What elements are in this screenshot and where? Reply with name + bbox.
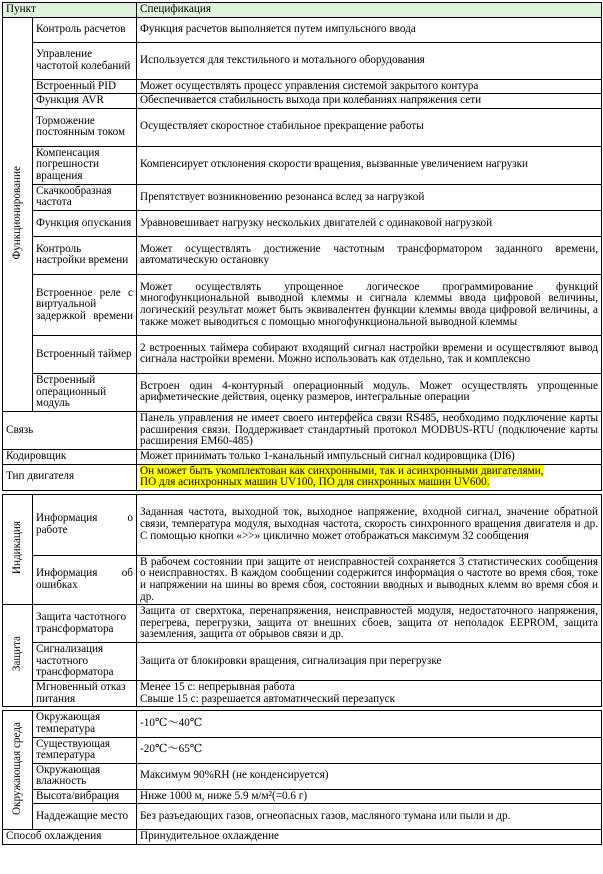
table-row (3, 335, 602, 373)
table-row (3, 643, 602, 681)
row-name: Связь (3, 411, 137, 449)
row-value-highlighted (137, 464, 602, 490)
group-label-prot: Защита (3, 605, 33, 707)
row-name: Компенсация погрешности вращения (33, 146, 137, 184)
row-value: Функция расчетов выполняется путем импульсного ввода (137, 17, 602, 42)
table-row-cooling (3, 830, 602, 845)
row-value (137, 681, 602, 707)
row-name: Контроль настройки времени (33, 236, 137, 274)
row-value: Принудительное охлаждение (137, 830, 602, 845)
table-row (3, 184, 602, 210)
table-row (3, 737, 602, 763)
row-value: Обеспечивается стабильность выхода при колебаниях напряжения сети (137, 94, 602, 109)
group-label-func: Функционирование (3, 17, 33, 411)
table-row (3, 789, 602, 804)
table-row-svyaz (3, 411, 602, 449)
table-row (3, 681, 602, 707)
row-name: Тип двигателя (3, 464, 137, 490)
row-name: Существующая температура (33, 737, 137, 763)
table-row (3, 804, 602, 830)
row-value: -20℃～65℃ (137, 737, 602, 763)
spec-sheet (2, 2, 601, 845)
row-value: Компенсирует отклонения скорости вращения, вызванные увеличением нагрузки (137, 146, 602, 184)
row-value: -10℃～40℃ (137, 711, 602, 737)
row-value: Встроен один 4-контурный операционный модуль. Может осуществлять упрощенные арифметические действия, оценку размеров, интегральные операции (137, 373, 602, 411)
row-value: Уравновешивает нагрузку нескольких двигателей с одинаковой нагрузкой (137, 210, 602, 236)
group-label-indic: Индикация (3, 494, 33, 604)
table-row (3, 236, 602, 274)
row-name: Функция опускания (33, 210, 137, 236)
row-name: Мгновенный отказ питания (33, 681, 137, 707)
table-row (3, 79, 602, 94)
row-value: Максимум 90%RH (не конденсируется) (137, 763, 602, 789)
row-name: Встроенный таймер (33, 335, 137, 373)
row-value: Может осуществлять процесс управления системой закрытого контура (137, 79, 602, 94)
table-header (3, 3, 602, 18)
row-value: Может осуществлять упрощенное логическое программирование функций многофункциональной выводной клеммы и сигнала клеммы ввода цифровой величины, логический результат может быть эквивалентен функции клеммы ввода цифровой величины, а также может выводиться с помощью многофункциональной выводной клеммы (137, 274, 602, 335)
motor-line-2: ПО для асинхронных машин UV100, ПО для синхронных машин UV600. (140, 476, 490, 489)
table-row (3, 210, 602, 236)
power-line-1: Менее 15 с: непрерывная работа (140, 681, 295, 694)
header-spec: Спецификация (137, 3, 602, 18)
table-row (3, 274, 602, 335)
table-row (3, 108, 602, 146)
motor-line-1: Он может быть укомплектован как синхронными, так и асинхронными двигателями, (140, 464, 544, 477)
row-value: Заданная частота, выходной ток, выходное напряжение, входной сигнал, значение обратной связи, температура модуля, выходная частота, скорость синхронного вращения двигателя и др. С помощью кнопки «>>» циклично может отображаться максимум 32 сообщения (137, 494, 602, 555)
row-name: Контроль расчетов (33, 17, 137, 42)
row-name: Управление частотой колебаний (33, 42, 137, 79)
row-name: Скачкообразная частота (33, 184, 137, 210)
header-item: Пункт (3, 3, 137, 18)
row-value: Ниже 1000 м, ниже 5.9 м/м²(=0.6 г) (137, 789, 602, 804)
table-row (3, 373, 602, 411)
table-row (3, 711, 602, 737)
row-name: Торможение постоянным током (33, 108, 137, 146)
row-name: Окружающая температура (33, 711, 137, 737)
row-value: Панель управления не имеет своего интерфейса связи RS485, необходимо подключение карты расширения связи. Поддерживает стандартный протокол MODBUS-RTU (подключение карты расширения EM60-485) (137, 411, 602, 449)
power-line-2: Свыше 15 с: разрешается автоматический перезапуск (140, 692, 396, 705)
table-row (3, 555, 602, 604)
table-row-koder (3, 449, 602, 464)
row-name: Встроенный операционный модуль (33, 373, 137, 411)
row-name: Окружающая влажность (33, 763, 137, 789)
table-row (3, 494, 602, 555)
row-value: Защита от блокировки вращения, сигнализация при перегрузке (137, 643, 602, 681)
table-row (3, 94, 602, 109)
table-row (3, 42, 602, 79)
row-value: Осуществляет скоростное стабильное прекращение работы (137, 108, 602, 146)
row-name: Наддежащие место (33, 804, 137, 830)
group-label-env: Окружающая среда (3, 711, 33, 830)
row-name: Функция AVR (33, 94, 137, 109)
row-value: Без разъедающих газов, огнеопасных газов, масляного тумана или пыли и др. (137, 804, 602, 830)
table-row (3, 17, 602, 42)
table-row (3, 605, 602, 643)
row-name: Защита частотного трансформатора (33, 605, 137, 643)
row-value: Препятствует возникновению резонанса вслед за нагрузкой (137, 184, 602, 210)
table-row (3, 763, 602, 789)
row-name: Информация о работе (33, 494, 137, 555)
table-row (3, 146, 602, 184)
table-row-motor (3, 464, 602, 490)
row-name: Встроенный PID (33, 79, 137, 94)
spec-table (2, 2, 602, 845)
row-value: Защита от сверхтока, перенапряжения, неисправностей модуля, недостаточного напряжения, перегрева, перегрузки, защита от внешних сбоев, защита от неполадок EEPROM, защита заземления, защита от обрывов связи и др. (137, 605, 602, 643)
row-value: 2 встроенных таймера собирают входящий сигнал настройки времени и осуществляют вывод сигнала настройки времени. Можно использовать как отдельно, так и комплексно (137, 335, 602, 373)
row-value: Может осуществлять достижение частотным трансформатором заданного времени, автоматическую остановку (137, 236, 602, 274)
row-name: Информация об ошибках (33, 555, 137, 604)
row-name: Высота/вибрация (33, 789, 137, 804)
row-name: Сигнализация частотного трансформатора (33, 643, 137, 681)
row-name: Встроенное реле с виртуальной задержкой времени (33, 274, 137, 335)
row-name: Кодировщик (3, 449, 137, 464)
row-value: Может принимать только 1-канальный импульсный сигнал кодировщика (DI6) (137, 449, 602, 464)
row-value: В рабочем состоянии при защите от неисправностей сохраняется 3 статистических сообщения о неисправностях. В каждом сообщении содержится информация о частоте во время сбоя, токе и напряжении на шины во время сбоя, состоянии вводных и выводных клемм во время сбоя и др. (137, 555, 602, 604)
row-value: Используется для текстильного и мотального оборудования (137, 42, 602, 79)
row-name: Способ охлаждения (3, 830, 137, 845)
